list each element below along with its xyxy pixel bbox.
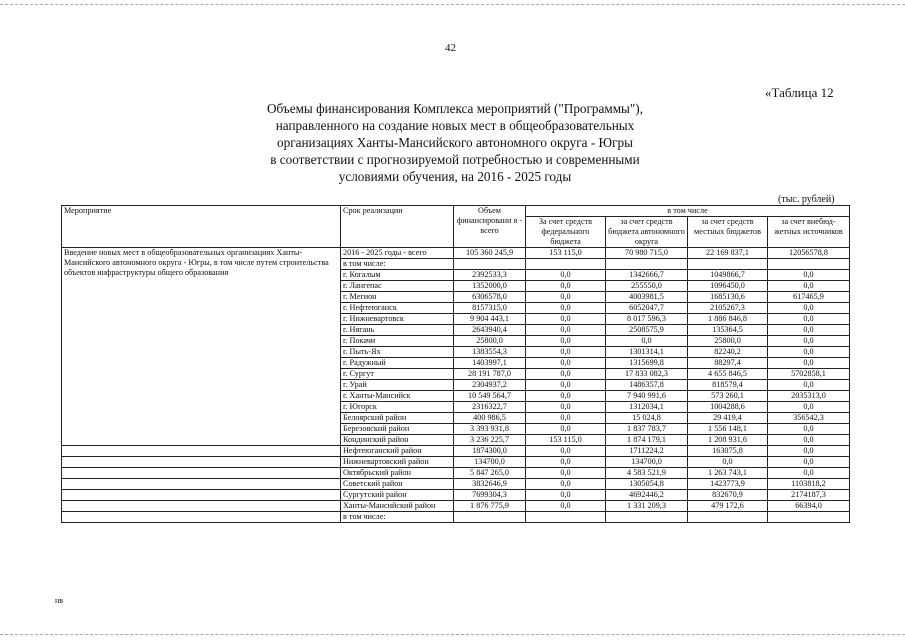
- cell-total: 1383554,3: [454, 347, 526, 358]
- title-line: организациях Ханты-Мансийского автономного округа - Югры: [277, 135, 633, 150]
- cell-extra: 0,0: [768, 446, 850, 457]
- municipality-name: Нижневартовский район: [341, 457, 454, 468]
- cell-extra: 0,0: [768, 281, 850, 292]
- cell-total: 3832646,9: [454, 479, 526, 490]
- empty-cell: [62, 435, 341, 446]
- cell-extra: 0,0: [768, 424, 850, 435]
- municipality-name: г. Нефтеюганск: [341, 303, 454, 314]
- cell-total: 2392533,3: [454, 270, 526, 281]
- cell-federal: 0,0: [526, 358, 606, 369]
- table-row: [62, 457, 850, 468]
- summary-total: 105 360 245,9: [454, 248, 526, 259]
- cell-extra: 0,0: [768, 468, 850, 479]
- summary-regional: 70 980 715,0: [606, 248, 688, 259]
- cell-total: 5 847 265,0: [454, 468, 526, 479]
- units-label: (тыс. рублей): [778, 194, 835, 205]
- cell-federal: 0,0: [526, 391, 606, 402]
- cell-local: 82240,2: [688, 347, 768, 358]
- cell-extra: 1103818,2: [768, 479, 850, 490]
- municipality-name: г. Когалым: [341, 270, 454, 281]
- municipality-name: г. Нижневартовск: [341, 314, 454, 325]
- table-row: [62, 468, 850, 479]
- cell-local: 0,0: [688, 457, 768, 468]
- cell-total: 10 549 564,7: [454, 391, 526, 402]
- empty-cell: [454, 259, 526, 270]
- cell-local: 88297,4: [688, 358, 768, 369]
- municipality-name: Кондинский район: [341, 435, 454, 446]
- header-local: за счет средств местных бюджетов: [688, 217, 768, 248]
- cell-regional: 1 874 179,1: [606, 435, 688, 446]
- cell-total: 400 986,5: [454, 413, 526, 424]
- cell-federal: 0,0: [526, 501, 606, 512]
- municipality-name: Белоярский район: [341, 413, 454, 424]
- cell-total: 2316322,7: [454, 402, 526, 413]
- cell-regional: 4 583 521,9: [606, 468, 688, 479]
- cell-federal: 0,0: [526, 336, 606, 347]
- cell-regional: 7 940 991,6: [606, 391, 688, 402]
- table-row: [62, 501, 850, 512]
- cell-local: 1423773,9: [688, 479, 768, 490]
- cell-federal: 0,0: [526, 457, 606, 468]
- municipality-name: г. Пыть-Ях: [341, 347, 454, 358]
- cell-regional: 4692446,2: [606, 490, 688, 501]
- cell-total: 134700,0: [454, 457, 526, 468]
- scan-bottom-edge: [0, 634, 905, 635]
- cell-local: 479 172,6: [688, 501, 768, 512]
- header-including: в том числе: [526, 206, 850, 217]
- municipality-name: г. Мегион: [341, 292, 454, 303]
- cell-extra: 0,0: [768, 380, 850, 391]
- header-regional: за счет средств бюджета автономного округа: [606, 217, 688, 248]
- cell-local: 1 886 846,8: [688, 314, 768, 325]
- cell-federal: 0,0: [526, 270, 606, 281]
- cell-federal: 0,0: [526, 479, 606, 490]
- cell-local: 135364,5: [688, 325, 768, 336]
- header-extra: за счет внебюд- жетных источников: [768, 217, 850, 248]
- cell-federal: 0,0: [526, 369, 606, 380]
- title-line: направленного на создание новых мест в общеобразовательных: [275, 118, 635, 133]
- cell-regional: 0,0: [606, 336, 688, 347]
- cell-total: 9 904 443,1: [454, 314, 526, 325]
- title-line: Объемы финансирования Комплекса мероприятий ("Программы"),: [267, 101, 643, 116]
- municipality-name: г. Югорск: [341, 402, 454, 413]
- cell-federal: 0,0: [526, 303, 606, 314]
- cell-total: 2304937,2: [454, 380, 526, 391]
- empty-cell: [526, 259, 606, 270]
- cell-local: 29 419,4: [688, 413, 768, 424]
- summary-local: 22 169 837,1: [688, 248, 768, 259]
- cell-regional: 2508575,9: [606, 325, 688, 336]
- cell-total: 1874300,0: [454, 446, 526, 457]
- title-line: в соответствии с прогнозируемой потребностью и современными: [270, 152, 640, 167]
- empty-cell: [688, 512, 768, 523]
- cell-local: 1 556 148,1: [688, 424, 768, 435]
- cell-extra: 617465,9: [768, 292, 850, 303]
- header-federal: За счет средств федерального бюджета: [526, 217, 606, 248]
- empty-cell: [688, 259, 768, 270]
- cell-extra: 0,0: [768, 314, 850, 325]
- cell-extra: 0,0: [768, 325, 850, 336]
- subheading-label: в том числе:: [341, 259, 454, 270]
- scan-top-edge: [0, 4, 905, 5]
- cell-extra: 0,0: [768, 435, 850, 446]
- page-number: 42: [445, 42, 456, 54]
- cell-federal: 0,0: [526, 468, 606, 479]
- municipality-name: г. Покачи: [341, 336, 454, 347]
- cell-regional: 134700,0: [606, 457, 688, 468]
- cell-local: 1004288,6: [688, 402, 768, 413]
- cell-federal: 0,0: [526, 281, 606, 292]
- cell-federal: 0,0: [526, 424, 606, 435]
- cell-total: 6306578,0: [454, 292, 526, 303]
- cell-total: 1403997,1: [454, 358, 526, 369]
- summary-row: [62, 248, 850, 259]
- cell-regional: 1305054,8: [606, 479, 688, 490]
- cell-local: 1 208 931,6: [688, 435, 768, 446]
- empty-cell: [606, 259, 688, 270]
- cell-total: 1352000,0: [454, 281, 526, 292]
- cell-extra: 0,0: [768, 358, 850, 369]
- cell-local: 818579,4: [688, 380, 768, 391]
- cell-federal: 0,0: [526, 402, 606, 413]
- cell-federal: 0,0: [526, 490, 606, 501]
- cell-regional: 15 024,8: [606, 413, 688, 424]
- cell-extra: 0,0: [768, 457, 850, 468]
- cell-local: 832670,9: [688, 490, 768, 501]
- cell-total: 7699304,3: [454, 490, 526, 501]
- empty-cell: [62, 468, 341, 479]
- cell-local: 1049866,7: [688, 270, 768, 281]
- cell-federal: 0,0: [526, 292, 606, 303]
- cell-local: 163075,8: [688, 446, 768, 457]
- municipality-name: г. Урай: [341, 380, 454, 391]
- empty-cell: [62, 446, 341, 457]
- empty-cell: [62, 479, 341, 490]
- municipality-name: Березовский район: [341, 424, 454, 435]
- trailing-subheading-row: [62, 512, 850, 523]
- empty-cell: [62, 457, 341, 468]
- cell-regional: 1315699,8: [606, 358, 688, 369]
- empty-cell: [606, 512, 688, 523]
- cell-extra: 356542,3: [768, 413, 850, 424]
- cell-extra: 2035313,0: [768, 391, 850, 402]
- cell-local: 4 655 846,5: [688, 369, 768, 380]
- cell-federal: 0,0: [526, 347, 606, 358]
- header-total: Объем финансировани я - всего: [454, 206, 526, 248]
- summary-extra: 12056578,8: [768, 248, 850, 259]
- cell-extra: 0,0: [768, 303, 850, 314]
- cell-regional: 4003981,5: [606, 292, 688, 303]
- cell-regional: 17 833 082,3: [606, 369, 688, 380]
- cell-total: 28 191 787,0: [454, 369, 526, 380]
- municipality-name: Советский район: [341, 479, 454, 490]
- empty-cell: [62, 501, 341, 512]
- cell-local: 1685130,6: [688, 292, 768, 303]
- municipality-name: Ханты-Мансийский район: [341, 501, 454, 512]
- empty-cell: [768, 512, 850, 523]
- cell-regional: 1711224,2: [606, 446, 688, 457]
- cell-total: 3 393 931,8: [454, 424, 526, 435]
- cell-regional: 1301314,1: [606, 347, 688, 358]
- summary-federal: 153 115,0: [526, 248, 606, 259]
- cell-extra: 0,0: [768, 402, 850, 413]
- cell-extra: 0,0: [768, 270, 850, 281]
- cell-extra: 66394,0: [768, 501, 850, 512]
- municipality-name: Октябрьский район: [341, 468, 454, 479]
- empty-cell: [526, 512, 606, 523]
- cell-regional: 8 017 596,3: [606, 314, 688, 325]
- footer-mark: нв: [55, 596, 64, 605]
- table-row: [62, 479, 850, 490]
- cell-regional: 1342666,7: [606, 270, 688, 281]
- cell-federal: 0,0: [526, 325, 606, 336]
- cell-local: 25800,0: [688, 336, 768, 347]
- financing-table: [61, 205, 850, 523]
- cell-extra: 5702858,1: [768, 369, 850, 380]
- municipality-name: г. Сургут: [341, 369, 454, 380]
- cell-extra: 0,0: [768, 336, 850, 347]
- cell-total: 3 236 225,7: [454, 435, 526, 446]
- empty-cell: [454, 512, 526, 523]
- cell-total: 8157315,0: [454, 303, 526, 314]
- cell-local: 1096450,0: [688, 281, 768, 292]
- municipality-name: г. Лангепас: [341, 281, 454, 292]
- cell-regional: 1 331 209,3: [606, 501, 688, 512]
- table-row: [62, 490, 850, 501]
- cell-regional: 1 837 783,7: [606, 424, 688, 435]
- cell-local: 2105267,3: [688, 303, 768, 314]
- cell-regional: 1312034,1: [606, 402, 688, 413]
- table-row: [62, 435, 850, 446]
- municipality-name: г. Ханты-Мансийск: [341, 391, 454, 402]
- cell-federal: 0,0: [526, 413, 606, 424]
- document-title: [200, 100, 710, 185]
- cell-regional: 1486357,8: [606, 380, 688, 391]
- cell-regional: 255550,0: [606, 281, 688, 292]
- table-row: [62, 446, 850, 457]
- cell-total: 25800,0: [454, 336, 526, 347]
- measure-description: Введение новых мест в общеобразовательных организациях Ханты-Мансийского автономного округа - Югры, в том числе путем строительства объектов инфраструктуры общего образования: [62, 248, 341, 435]
- empty-cell: [62, 512, 341, 523]
- cell-federal: 0,0: [526, 380, 606, 391]
- cell-local: 1 263 743,1: [688, 468, 768, 479]
- empty-cell: [62, 490, 341, 501]
- summary-period: 2016 - 2025 годы - всего: [341, 248, 454, 259]
- empty-cell: [768, 259, 850, 270]
- municipality-name: Нефтеюганский район: [341, 446, 454, 457]
- cell-federal: 0,0: [526, 446, 606, 457]
- table-reference: «Таблица 12: [765, 85, 834, 100]
- header-measure: Мероприятие: [62, 206, 341, 248]
- cell-federal: 0,0: [526, 314, 606, 325]
- municipality-name: г. Радужный: [341, 358, 454, 369]
- title-line: условиями обучения, на 2016 - 2025 годы: [338, 169, 572, 184]
- cell-local: 573 260,1: [688, 391, 768, 402]
- cell-total: 2643940,4: [454, 325, 526, 336]
- cell-extra: 2174187,3: [768, 490, 850, 501]
- municipality-name: г. Нягань: [341, 325, 454, 336]
- cell-extra: 0,0: [768, 347, 850, 358]
- cell-regional: 6052047,7: [606, 303, 688, 314]
- cell-total: 1 876 775,9: [454, 501, 526, 512]
- header-period: Срок реализации: [341, 206, 454, 248]
- municipality-name: Сургутский район: [341, 490, 454, 501]
- cell-federal: 153 115,0: [526, 435, 606, 446]
- trailing-subheading-label: в том числе:: [341, 512, 454, 523]
